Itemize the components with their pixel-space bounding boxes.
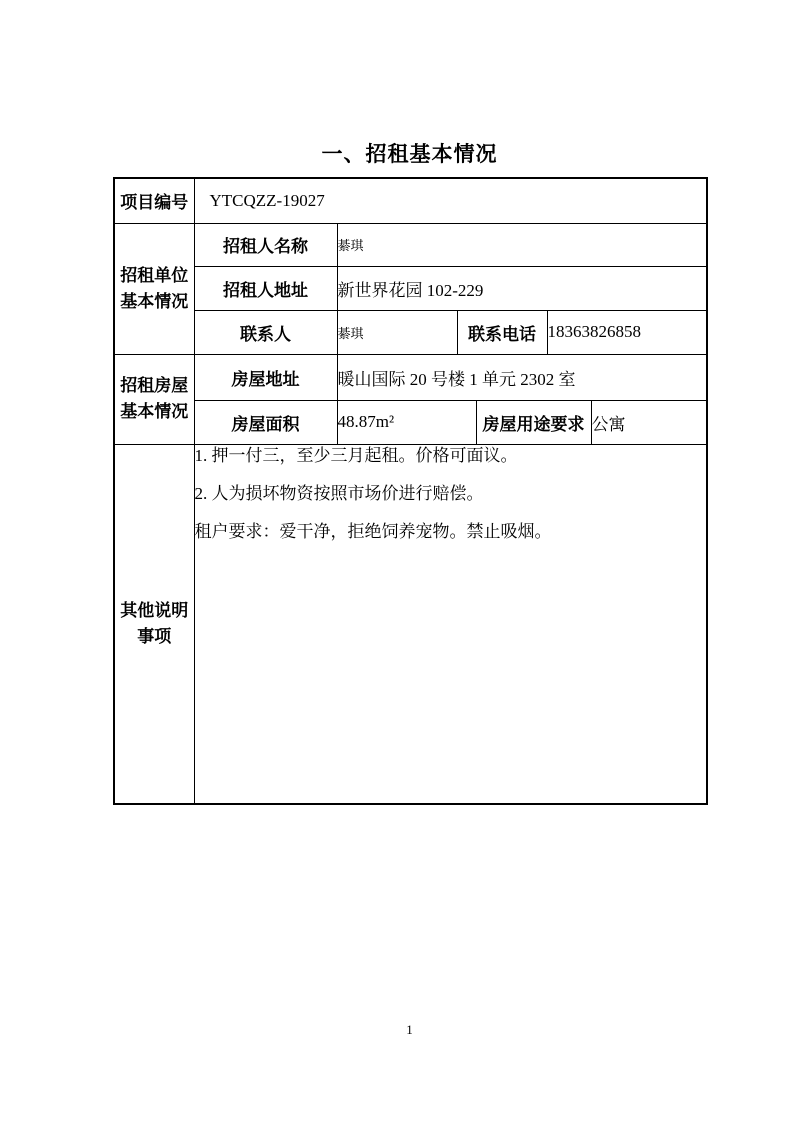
lessor-section-label xyxy=(114,223,194,354)
other-notes-label-line2: 事项 xyxy=(137,626,172,646)
row-contact xyxy=(114,310,707,354)
contact-phone-label: 联系电话 xyxy=(457,310,547,354)
house-area-value: 48.87m² xyxy=(337,400,476,444)
house-area-label: 房屋面积 xyxy=(194,400,337,444)
row-house-address xyxy=(114,354,707,400)
other-notes-content xyxy=(194,444,707,804)
page-title: 一、招租基本情况 xyxy=(321,142,498,166)
house-section-label xyxy=(114,354,194,444)
row-lessor-address xyxy=(114,266,707,310)
row-project-number xyxy=(114,178,707,223)
lessor-address-label: 招租人地址 xyxy=(194,266,337,310)
note-item-2: 2. 人为损坏物资按照市场价进行赔偿。 xyxy=(194,483,484,503)
house-usage-label: 房屋用途要求 xyxy=(476,400,591,444)
lessor-address-value: 新世界花园 102-229 xyxy=(337,266,707,310)
house-address-value: 暖山国际 20 号楼 1 单元 2302 室 xyxy=(337,354,707,400)
note-item-1: 1. 押一付三，至少三月起租。价格可面议。 xyxy=(194,445,518,465)
project-number-label: 项目编号 xyxy=(114,178,194,223)
project-number-value: YTCQZZ-19027 xyxy=(194,178,707,223)
lessor-section-label-line2: 基本情况 xyxy=(120,291,189,311)
house-section-label-line2: 基本情况 xyxy=(120,402,189,421)
lessor-name-label: 招租人名称 xyxy=(194,223,337,266)
lessor-name-value: 綦琪 xyxy=(337,223,707,266)
row-lessor-name xyxy=(114,223,707,266)
row-house-area xyxy=(114,400,707,444)
row-other-notes xyxy=(114,444,707,804)
note-item-3: 租户要求：爱干净，拒绝饲养宠物。禁止吸烟。 xyxy=(194,521,552,541)
contact-value: 綦琪 xyxy=(337,310,457,354)
lessor-section-label-line1: 招租单位 xyxy=(120,265,189,285)
house-usage-value: 公寓 xyxy=(591,400,707,444)
rental-info-table xyxy=(113,177,708,805)
other-notes-label xyxy=(114,444,194,804)
contact-label: 联系人 xyxy=(194,310,337,354)
contact-phone-value: 18363826858 xyxy=(547,310,707,354)
house-address-label: 房屋地址 xyxy=(194,354,337,400)
other-notes-label-line1: 其他说明 xyxy=(120,600,189,620)
house-section-label-line1: 招租房屋 xyxy=(120,376,189,395)
page-number: 1 xyxy=(406,1022,413,1037)
